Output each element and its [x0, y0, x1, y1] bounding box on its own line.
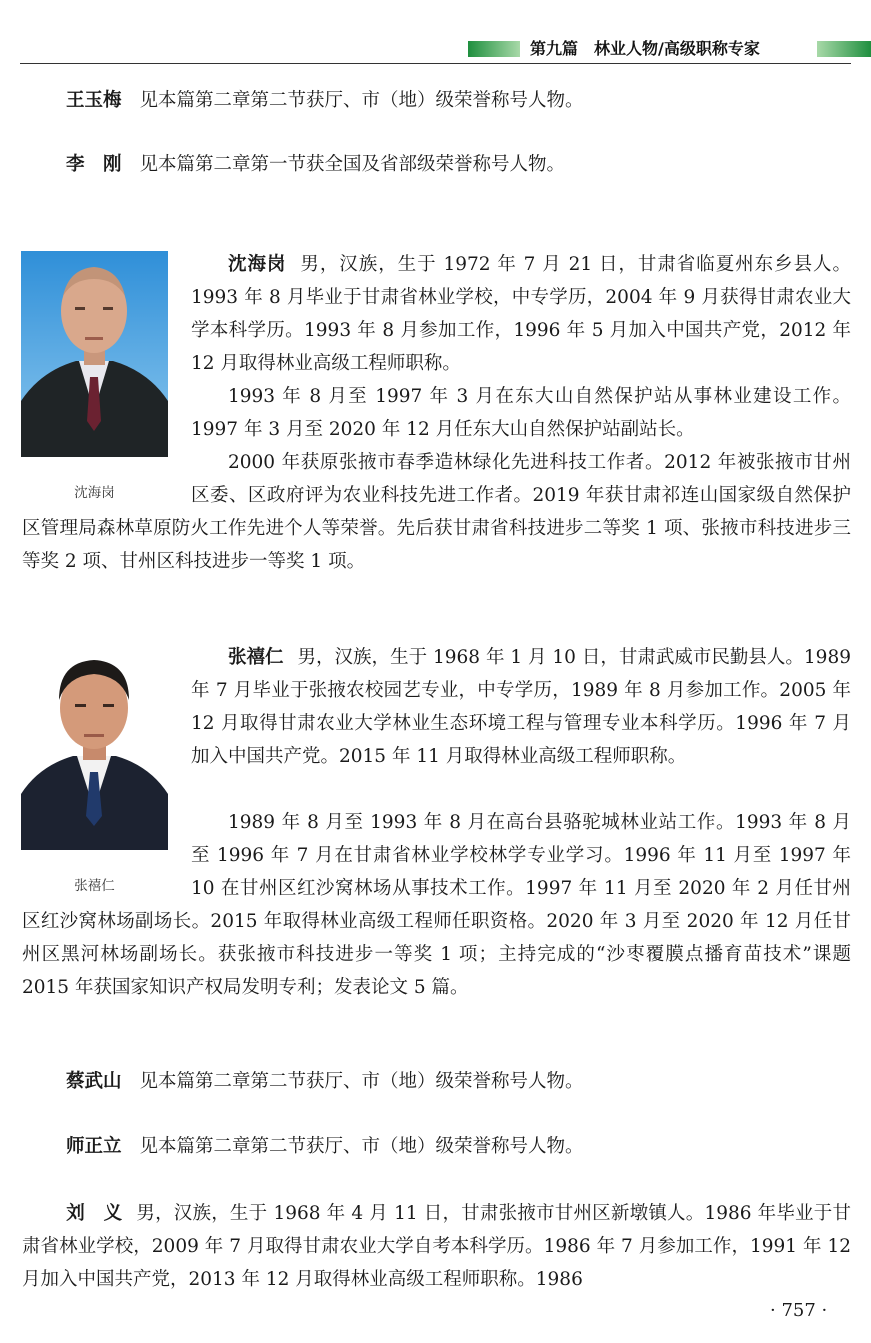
bio-text: 男，汉族，生于 1972 年 7 月 21 日，甘肃省临夏州东乡县人。1993 年 8 月毕业于甘肃省林业学校，中专学历，2004 年 9 月获得甘肃农业大学本科学历。1993 年 8 月参加工作，1996 年 5 月加入中国共产党，2012 年 12 月取得林业高级工程师职称。 — [191, 254, 851, 374]
photo-caption: 张禧仁 — [74, 878, 115, 894]
header-accent-bar-right — [817, 41, 871, 57]
ref-entry — [66, 1070, 584, 1094]
ref-entry — [66, 153, 565, 177]
ref-text: 见本篇第二章第二节获厅、市（地）级荣誉称号人物。 — [139, 90, 584, 111]
header-part: 第九篇 — [530, 39, 579, 58]
bio-paragraph — [22, 1197, 851, 1296]
person-name: 沈海岗 — [228, 254, 287, 275]
bio-paragraph — [191, 248, 851, 380]
portrait-photo-icon — [21, 251, 168, 457]
portrait-photo — [21, 251, 168, 457]
page-number: · 757 · — [770, 1300, 828, 1321]
running-header — [20, 38, 851, 64]
ref-text: 见本篇第二章第一节获全国及省部级荣誉称号人物。 — [139, 154, 566, 175]
person-name: 刘 义 — [66, 1203, 123, 1224]
ref-text: 见本篇第二章第二节获厅、市（地）级荣誉称号人物。 — [139, 1136, 584, 1157]
bio-paragraph — [191, 380, 851, 446]
person-name: 蔡武山 — [66, 1071, 122, 1092]
ref-text: 见本篇第二章第二节获厅、市（地）级荣誉称号人物。 — [139, 1071, 584, 1092]
bio-paragraph — [22, 806, 851, 1004]
bio-paragraph — [191, 641, 851, 773]
bio-paragraph — [22, 446, 851, 578]
bio-text: 1989 年 8 月至 1993 年 8 月在高台县骆驼城林业站工作。1993 年 8 月至 1996 年 7 月在甘肃省林业学校林学专业学习。1996 年 11 月至 1997 年 10 在甘州区红沙窝林场从事技术工作。1997 年 11 月至 2020 年 2 月任甘州区红沙窝林场副场长。2015 年取得林业高级工程师任职资格。2020 年 3 月至 2020 年 12 月任甘州区黑河林场副场长。获张掖市科技进步一等奖 1 项；主持完成的“沙枣覆膜点播育苗技术”课题 2015 年获国家知识产权局发明专利；发表论文 5 篇。 — [22, 812, 851, 998]
bio-text: 男，汉族，生于 1968 年 1 月 10 日，甘肃武威市民勤县人。1989 年 7 月毕业于张掖农校园艺专业，中专学历，1989 年 8 月参加工作。2005 年 12 月取得甘肃农业大学林业生态环境工程与管理专业本科学历。1996 年 7 月加入中国共产党。2015 年 11 月取得林业高级工程师职称。 — [191, 647, 851, 767]
ref-entry — [66, 1135, 584, 1159]
person-name: 王玉梅 — [66, 90, 122, 111]
ref-entry — [66, 89, 584, 113]
bio-text: 2000 年获原张掖市春季造林绿化先进科技工作者。2012 年被张掖市甘州区委、区政府评为农业科技先进工作者。2019 年获甘肃祁连山国家级自然保护区管理局森林草原防火工作先进个人等荣誉。先后获甘肃省科技进步二等奖 1 项、张掖市科技进步三等奖 2 项、甘州区科技进步一等奖 1 项。 — [22, 452, 851, 572]
person-name: 张禧仁 — [228, 647, 284, 668]
person-name: 李 刚 — [66, 154, 122, 175]
person-name: 师正立 — [66, 1136, 122, 1157]
header-rule — [20, 63, 851, 65]
bio-text: 男，汉族，生于 1968 年 4 月 11 日，甘肃张掖市甘州区新墩镇人。1986 年毕业于甘肃省林业学校，2009 年 7 月取得甘肃农业大学自考本科学历。1986 年 7 月参加工作，1991 年 12 月加入中国共产党，2013 年 12 月取得林业高级工程师职称。1986 — [22, 1203, 851, 1290]
header-section: 林业人物/高级职称专家 — [594, 39, 760, 58]
bio-text: 1993 年 8 月至 1997 年 3 月在东大山自然保护站从事林业建设工作。1997 年 3 月至 2020 年 12 月任东大山自然保护站副站长。 — [191, 386, 851, 440]
header-accent-bar-left — [468, 41, 520, 57]
header-title — [530, 38, 760, 60]
photo-caption: 沈海岗 — [74, 485, 115, 501]
